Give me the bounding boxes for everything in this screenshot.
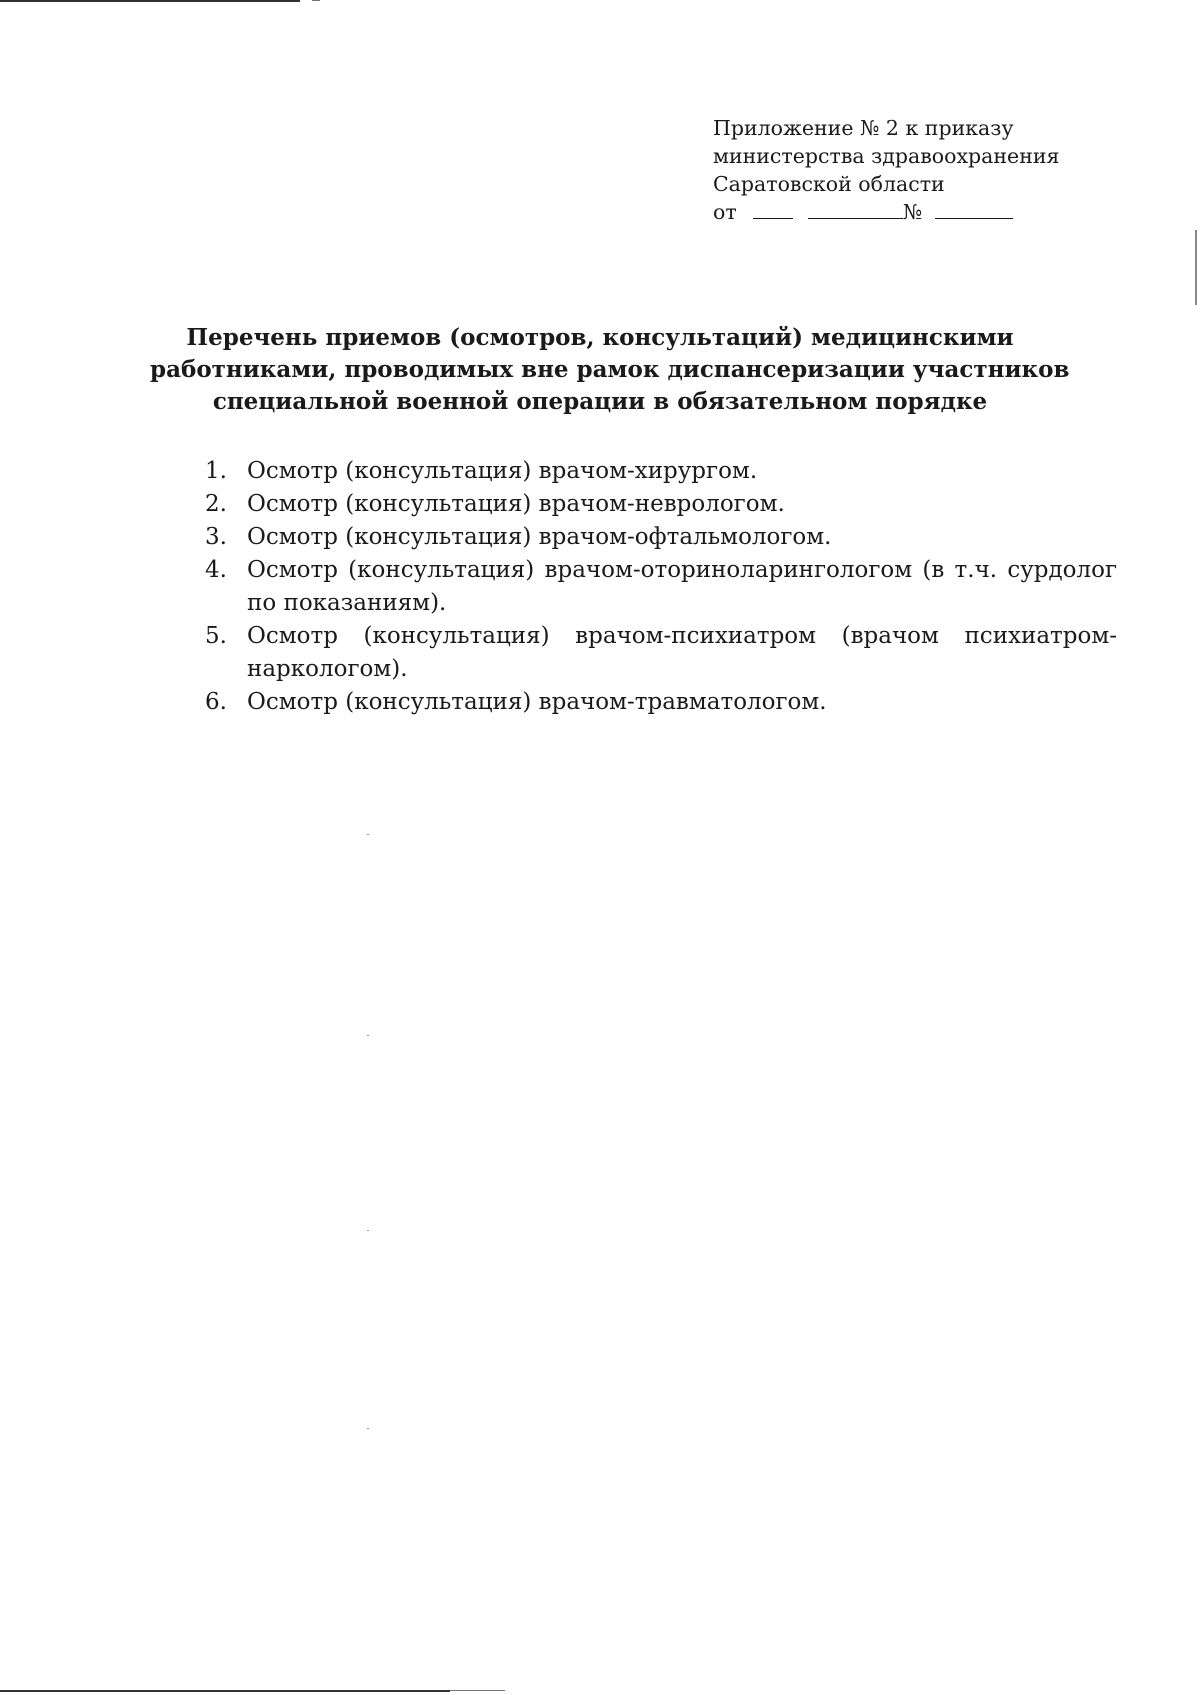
scan-edge-top	[0, 0, 300, 2]
date-month-year-blank	[808, 200, 903, 219]
scan-speck	[367, 1230, 369, 1231]
list-item	[205, 554, 1117, 620]
list-item-text: Осмотр (консультация) врачом-неврологом.	[247, 491, 785, 517]
appendix-line-1: Приложение № 2 к приказу	[713, 116, 1014, 140]
list-item	[205, 686, 1117, 719]
scan-edge-bottom-mark	[450, 1690, 505, 1691]
title-line-3: специальной военной операции в обязательном порядке	[212, 388, 988, 415]
scan-speck	[367, 834, 369, 835]
date-day-blank	[753, 200, 793, 219]
appendix-line-2: министерства здравоохранения	[713, 144, 1060, 168]
list-item-number: 5.	[205, 623, 227, 649]
list-item-number: 4.	[205, 557, 227, 583]
list-item-text: Осмотр (консультация) врачом-психиатром (врачом психиатром-наркологом).	[247, 623, 1117, 682]
document-title	[150, 322, 1070, 418]
list-item-number: 3.	[205, 524, 227, 550]
scan-speck	[367, 1035, 369, 1036]
scan-edge-top-mark	[312, 0, 320, 1]
date-label: от	[713, 200, 737, 224]
list-item-number: 1.	[205, 458, 227, 484]
number-blank	[935, 200, 1013, 219]
number-label: №	[902, 200, 923, 224]
scan-edge-right	[1195, 230, 1197, 305]
list-item	[205, 620, 1117, 686]
title-line-1: Перечень приемов (осмотров, консультаций) медицинскими	[186, 324, 1014, 351]
list-item	[205, 488, 1117, 521]
examination-list	[205, 455, 1117, 719]
list-item-text: Осмотр (консультация) врачом-офтальмологом.	[247, 524, 832, 550]
appendix-line-3: Саратовской области	[713, 172, 945, 196]
appendix-date-number-line	[713, 198, 1053, 226]
list-item-text: Осмотр (консультация) врачом-оториноларингологом (в т.ч. сурдолог по показаниям).	[247, 557, 1117, 616]
list-item	[205, 521, 1117, 554]
title-line-2: работниками, проводимых вне рамок диспансеризации участников	[150, 356, 1070, 383]
list-item-text: Осмотр (консультация) врачом-хирургом.	[247, 458, 758, 484]
list-item-number: 6.	[205, 689, 227, 715]
list-item-number: 2.	[205, 491, 227, 517]
appendix-header	[713, 114, 1060, 226]
scan-speck	[367, 1428, 369, 1429]
list-item-text: Осмотр (консультация) врачом-травматологом.	[247, 689, 827, 715]
scan-edge-bottom	[0, 1690, 450, 1692]
list-item	[205, 455, 1117, 488]
